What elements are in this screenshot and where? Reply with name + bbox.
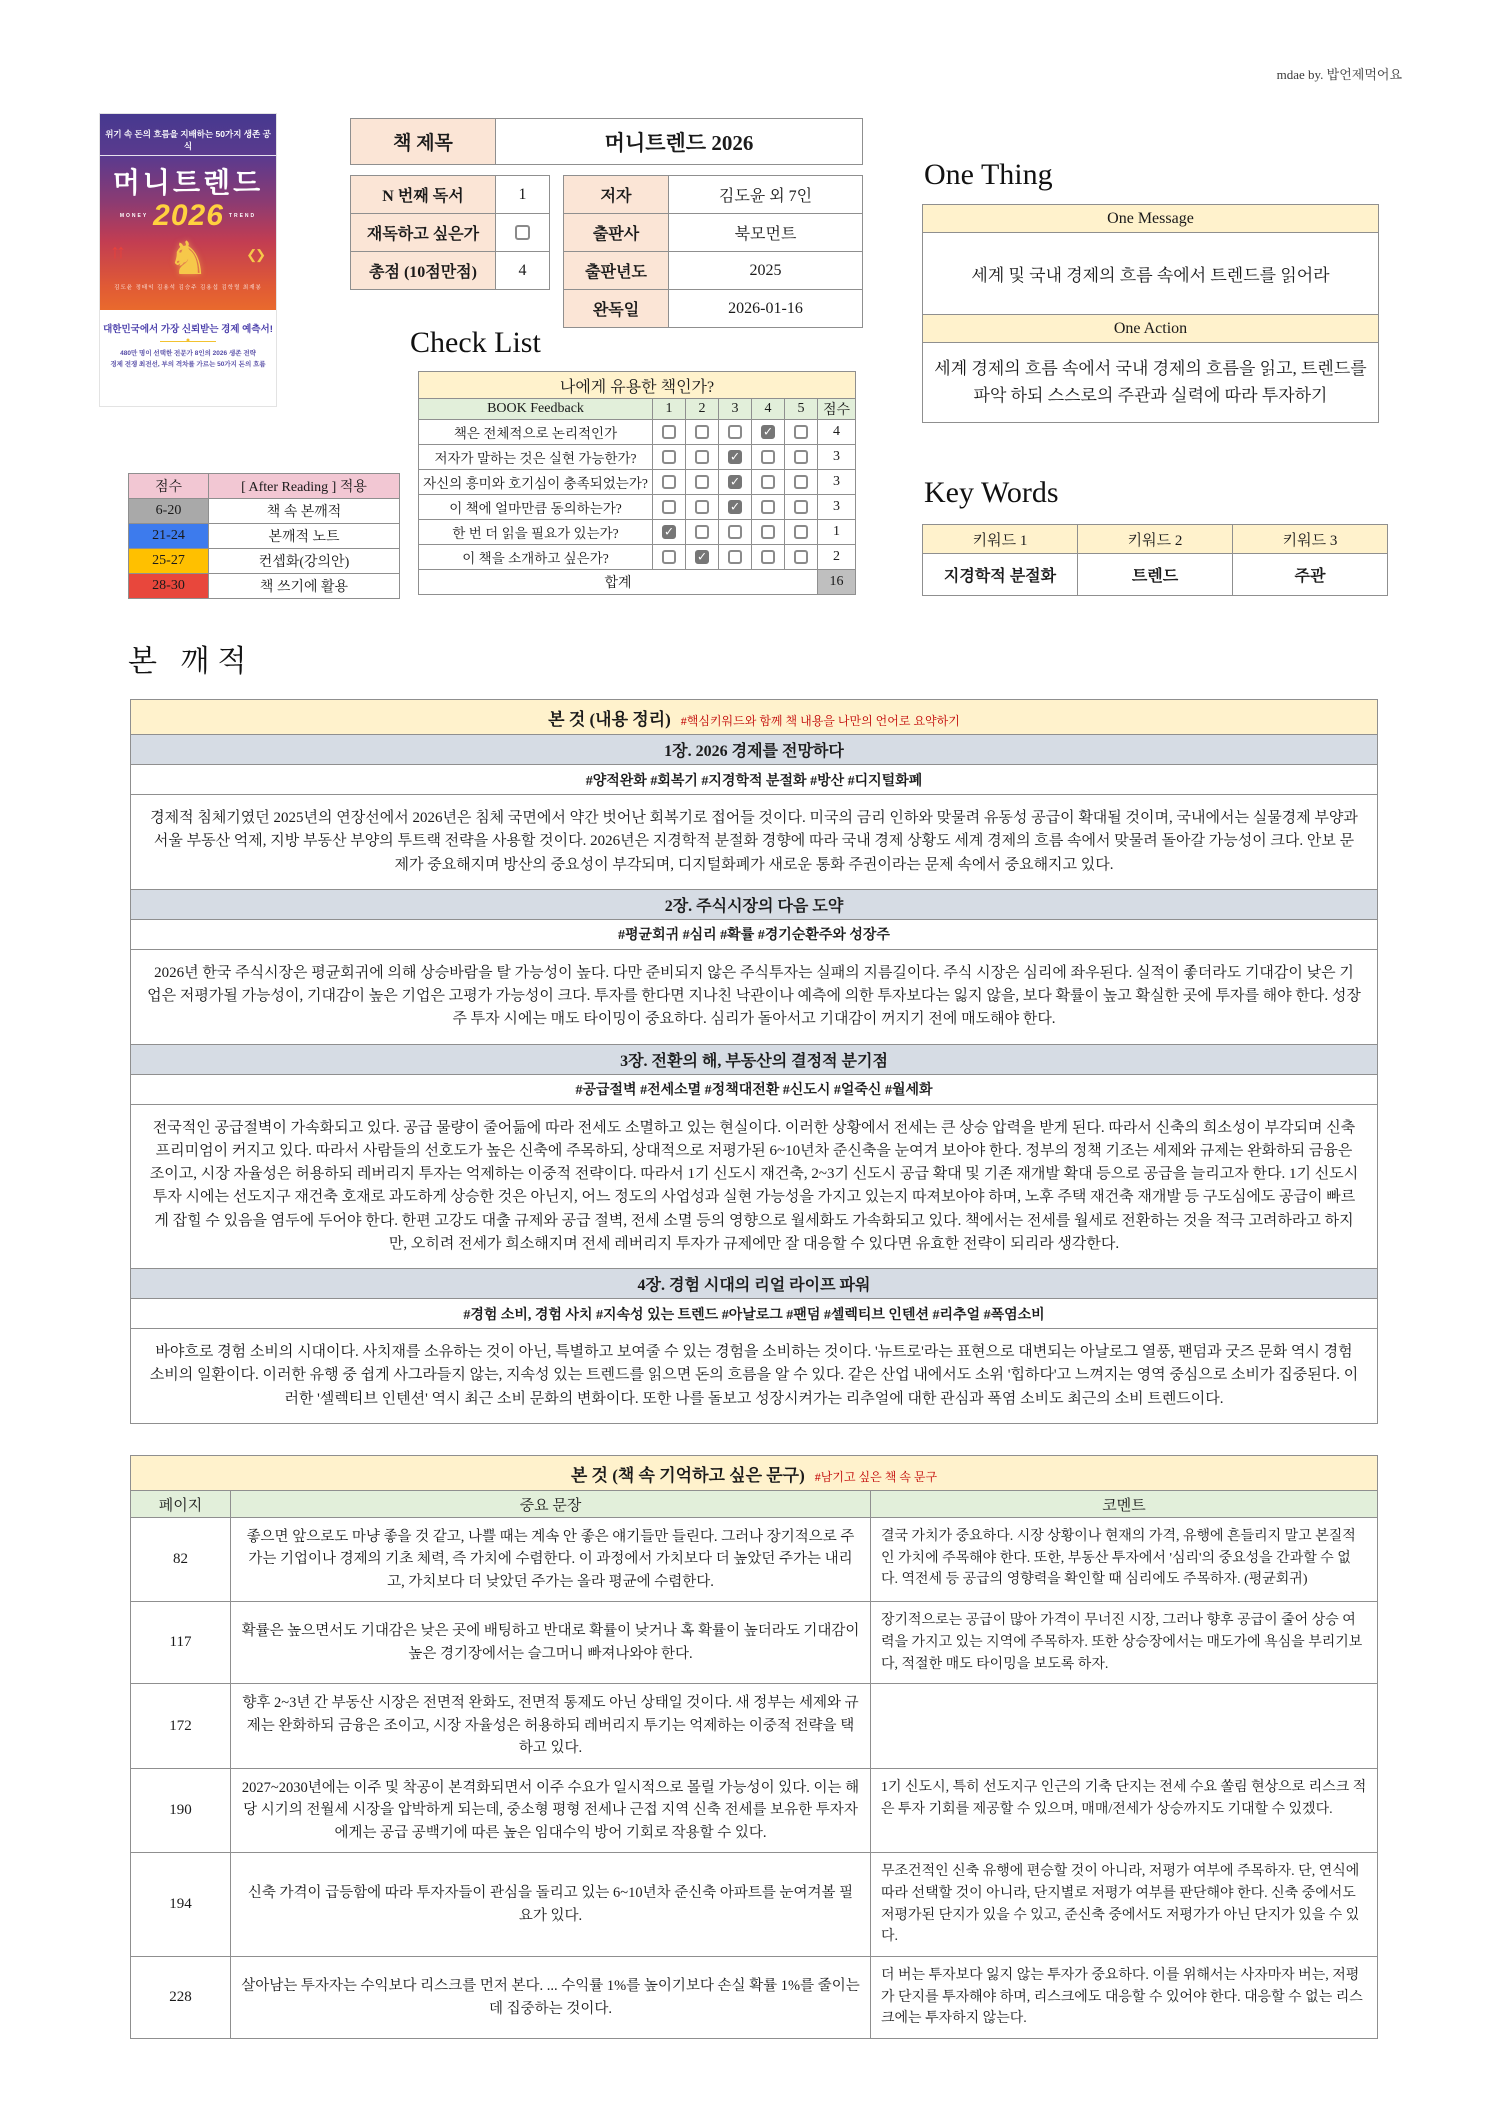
col-2: 2 [686, 399, 719, 420]
one-message-text: 세계 및 국내 경제의 흐름 속에서 트렌드를 읽어라 [923, 233, 1379, 315]
summary-banner-note: #핵심키워드와 함께 책 내용을 나만의 언어로 요약하기 [680, 713, 960, 728]
rating-checkbox[interactable] [728, 525, 742, 539]
cover-title: 머니트렌드 [112, 168, 264, 199]
checklist-row [419, 495, 856, 520]
keyword-2-value: 트렌드 [1078, 554, 1233, 596]
book-title-value: 머니트렌드 2026 [496, 119, 863, 165]
rating-checkbox[interactable] [662, 550, 676, 564]
after-reading-range: 25-27 [129, 549, 209, 574]
total-score: 16 [818, 570, 856, 595]
comment-header: 코멘트 [871, 1491, 1378, 1518]
quote-page: 172 [131, 1684, 231, 1768]
check-list-title: Check List [410, 326, 541, 359]
row-score: 2 [818, 545, 856, 570]
quote-comment: 무조건적인 신축 유행에 편승할 것이 아니라, 저평가 여부에 주목하자. 단, 연식에 따라 선택할 것이 아니라, 단지별로 저평가 여부를 판단해야 한다. 신축 중에서도 저평가된 단지가 있을 수 있고, 준신축 중에서도 저평가가 아닌 단지가 있을 수 있다. [871, 1853, 1378, 1957]
question: 이 책에 얼마만큼 동의하는가? [419, 495, 653, 520]
one-thing-title: One Thing [924, 158, 1053, 191]
checklist-row [419, 445, 856, 470]
key-words-table [922, 524, 1388, 596]
score-header: 점수 [818, 399, 856, 420]
quotes-banner [131, 1456, 1378, 1491]
nth-read-label: N 번째 독서 [351, 176, 496, 214]
quote-page: 194 [131, 1853, 231, 1957]
chart-arrows-icon: ↑↑ [110, 241, 122, 263]
chapter-body: 2026년 한국 주식시장은 평균회귀에 의해 상승바람을 탈 가능성이 높다. 다만 준비되지 않은 주식투자는 실패의 지름길이다. 주식 시장은 심리에 좌우된다. 실적이 좋더라도 기대감이 낮은 기업은 저평가될 가능성이, 기대감이 높은 기업은 고평가 가능성이 크다. 투자를 한다면 지나친 낙관이나 예측에 의한 투자보다는 잃지 않을, 보다 확률이 높고 확실한 곳에 투자를 해야 한다. 성장주 투자 시에는 매도 타이밍이 중요하다. 심리가 돌아서고 기대감이 꺼지기 전에 매도해야 한다. [131, 949, 1378, 1044]
credit-text: mdae by. 밥언제먹어요 [1276, 67, 1402, 82]
after-reading-table [128, 473, 400, 599]
quotes-table [130, 1455, 1378, 2039]
feedback-header: BOOK Feedback [419, 399, 653, 420]
rating-checkbox[interactable] [695, 425, 709, 439]
chapter-body: 경제적 침체기였던 2025년의 연장선에서 2026년은 침체 국면에서 약간 벗어난 회복기로 접어들 것이다. 미국의 금리 인하와 맞물려 유동성 공급이 확대될 것이며, 국내에서는 실물경제 부양과 서울 부동산 억제, 지방 부동산 부양의 투트랙 전략을 사용할 것이다. 2026년은 지경학적 분절화 경향에 따라 국내 경제 상황도 세계 경제의 흐름 속에서 맞물려 돌아갈 가능성이 크다. 안보 문제가 중요해지며 방산의 중요성이 부각되며, 디지털화폐가 새로운 통화 주권이라는 문제 속에서 중요해지고 있다. [131, 795, 1378, 890]
reread-cell [496, 214, 550, 252]
laurel-icon: ❮❯ [246, 247, 264, 262]
row-score: 4 [818, 420, 856, 445]
quote-row [131, 1768, 1378, 1852]
after-reading-label: 컨셉화(강의안) [209, 549, 400, 574]
after-reading-label: 본깨적 노트 [209, 524, 400, 549]
rating-checkbox[interactable] [761, 550, 775, 564]
checklist-banner: 나에게 유용한 책인가? [419, 372, 856, 399]
reread-checkbox[interactable] [515, 225, 530, 240]
cover-authors: 김도윤 정태익 김용석 김승주 김용섭 김학렬 최재봉 [114, 285, 262, 291]
publisher-label: 출판사 [564, 214, 669, 252]
checklist-row [419, 420, 856, 445]
book-cover-footer [100, 310, 276, 406]
rating-checkbox[interactable] [662, 525, 676, 539]
reread-label: 재독하고 싶은가 [351, 214, 496, 252]
quote-sentence: 살아남는 투자자는 수익보다 리스크를 먼저 본다. ... 수익률 1%를 높이기보다 손실 확률 1%를 줄이는 데 집중하는 것이다. [231, 1957, 871, 2039]
rating-checkbox[interactable] [761, 525, 775, 539]
rating-checkbox[interactable] [662, 500, 676, 514]
pub-year-value: 2025 [669, 252, 863, 290]
quote-sentence: 2027~2030년에는 이주 및 착공이 본격화되면서 이주 수요가 일시적으로 몰릴 가능성이 있다. 이는 해당 시기의 전월세 시장을 압박하게 되는데, 중소형 평형 전세나 근접 지역 신축 전세를 보유한 투자자에게는 공급 공백기에 따른 높은 임대수익 방어 기회로 작용할 수 있다. [231, 1768, 871, 1852]
rating-checkbox[interactable] [662, 475, 676, 489]
pub-year-label: 출판년도 [564, 252, 669, 290]
col-3: 3 [719, 399, 752, 420]
after-reading-label: 책 속 본깨적 [209, 499, 400, 524]
one-action-header: One Action [923, 315, 1379, 343]
publisher-value: 북모먼트 [669, 214, 863, 252]
keyword-2-header: 키워드 2 [1078, 525, 1233, 554]
rating-checkbox[interactable] [761, 475, 775, 489]
checklist-row [419, 470, 856, 495]
rating-checkbox[interactable] [695, 500, 709, 514]
quote-row [131, 1518, 1378, 1602]
quote-comment [871, 1684, 1378, 1768]
book-title-table [350, 118, 863, 165]
chapter-heading: 4장. 경험 시대의 리얼 라이프 파워 [131, 1269, 1378, 1299]
total-score-label: 총점 (10점만점) [351, 252, 496, 290]
checklist-row [419, 545, 856, 570]
rating-checkbox[interactable] [695, 450, 709, 464]
quote-page: 82 [131, 1518, 231, 1602]
total-label: 합계 [419, 570, 818, 595]
quote-comment: 더 버는 투자보다 잃지 않는 투자가 중요하다. 이를 위해서는 사자마자 버는, 저평가 단지를 투자해야 하며, 리스크에도 대응할 수 있어야 한다. 대응할 수 없는 리스크에는 투자하지 않는다. [871, 1957, 1378, 2039]
col-5: 5 [785, 399, 818, 420]
keyword-3-header: 키워드 3 [1233, 525, 1388, 554]
quotes-banner-title: 본 것 (책 속 기억하고 싶은 문구) [570, 1465, 805, 1485]
row-score: 3 [818, 445, 856, 470]
row-score: 3 [818, 470, 856, 495]
summary-banner [131, 700, 1378, 735]
quote-comment: 결국 가치가 중요하다. 시장 상황이나 현재의 가격, 유행에 흔들리지 말고 본질적인 가치에 주목해야 한다. 또한, 부동산 투자에서 '심리'의 중요성을 간과할 수 없다. 역전세 등 공급의 영향력을 확인할 때 심리에도 주목하자. (평균회귀) [871, 1518, 1378, 1602]
after-reading-range: 28-30 [129, 574, 209, 599]
quote-row [131, 1602, 1378, 1684]
total-score-value: 4 [496, 252, 550, 290]
quote-row [131, 1684, 1378, 1768]
book-cover [100, 114, 276, 406]
chapter-heading: 3장. 전환의 해, 부동산의 결정적 분기점 [131, 1044, 1378, 1074]
row-score: 1 [818, 520, 856, 545]
quote-row [131, 1957, 1378, 2039]
rating-checkbox[interactable] [761, 500, 775, 514]
rating-checkbox[interactable] [794, 450, 808, 464]
rating-checkbox[interactable] [662, 425, 676, 439]
rating-checkbox[interactable] [794, 500, 808, 514]
ar-apply-header: [ After Reading ] 적용 [209, 474, 400, 499]
one-thing-table [922, 204, 1379, 423]
rating-checkbox[interactable] [728, 475, 742, 489]
col-1: 1 [653, 399, 686, 420]
ar-score-header: 점수 [129, 474, 209, 499]
content-summary-table [130, 699, 1378, 1424]
quote-sentence: 신축 가격이 급등함에 따라 투자자들이 관심을 돌리고 있는 6~10년차 준신축 아파트를 눈여겨볼 필요가 있다. [231, 1853, 871, 1957]
question: 저자가 말하는 것은 실현 가능한가? [419, 445, 653, 470]
sentence-header: 중요 문장 [231, 1491, 871, 1518]
col-4: 4 [752, 399, 785, 420]
rating-checkbox[interactable] [794, 425, 808, 439]
rating-checkbox[interactable] [794, 475, 808, 489]
chapter-tags: #경험 소비, 경험 사치 #지속성 있는 트렌드 #아날로그 #팬덤 #셀렉티브 인텐션 #리추얼 #폭염소비 [131, 1299, 1378, 1329]
quote-comment: 1기 신도시, 특히 선도지구 인근의 기축 단지는 전세 수요 쏠림 현상으로 리스크 적은 투자 기회를 제공할 수 있으며, 매매/전세가 상승까지도 기대할 수 있겠다. [871, 1768, 1378, 1852]
row-score: 3 [818, 495, 856, 520]
checklist-row [419, 520, 856, 545]
quote-sentence: 좋으면 앞으로도 마냥 좋을 것 같고, 나쁠 때는 계속 안 좋은 얘기들만 들린다. 그러나 장기적으로 주가는 기업이나 경제의 기초 체력, 즉 가치에 수렴한다. 이 과정에서 가치보다 더 높았던 주가는 내리고, 가치보다 더 낮았던 주가는 올라 평균에 수렴한다. [231, 1518, 871, 1602]
key-words-title: Key Words [924, 476, 1059, 509]
publication-detail-table [563, 175, 863, 328]
question: 자신의 흥미와 호기심이 충족되었는가? [419, 470, 653, 495]
one-action-text: 세계 경제의 흐름 속에서 국내 경제의 흐름을 읽고, 트렌드를 파악 하되 스스로의 주관과 실력에 따라 투자하기 [923, 343, 1379, 423]
rating-checkbox[interactable] [794, 525, 808, 539]
chapter-body: 전국적인 공급절벽이 가속화되고 있다. 공급 물량이 줄어듦에 따라 전세도 소멸하고 있는 현실이다. 이러한 상황에서 전세는 큰 상승 압력을 받게 된다. 따라서 신축의 희소성이 부각되며 신축 프리미엄이 커지고 있다. 따라서 사람들의 선호도가 높은 신축에 주목하되, 상대적으로 저평가된 6~10년차 준신축을 눈여겨 보아야 한다. 정부의 정책 기조는 세제와 규제는 완화하되 금융은 조이고, 시장 자율성은 허용하되 레버리지 투자는 억제하는 이중적 전략이다. 따라서 1기 신도시 재건축, 2~3기 신도시 공급 확대 및 기존 재개발 확대 등으로 공급을 늘리고자 한다. 1기 신도시 투자 시에는 선도지구 재건축 호재로 과도하게 상승한 것은 아닌지, 어느 정도의 사업성과 실현 가능성을 가지고 있는지 따져보아야 하며, 노후 주택 재건축 재개발 등 구도심에도 공급이 빠르게 잡힐 수 있음을 염두에 두어야 한다. 한편 고강도 대출 규제와 공급 절벽, 전세 소멸 등의 영향으로 월세화도 가속화되고 있다. 책에서는 전세를 월세로 전환하는 것을 적극 고려하라고 하지만, 오히려 전세가 희소해지며 전세 레버리지 투자가 규제에만 잘 대응할 수 있다면 유효한 전략이 되리라 생각한다. [131, 1104, 1378, 1269]
divider [160, 341, 216, 342]
chapter-body: 바야흐로 경험 소비의 시대이다. 사치재를 소유하는 것이 아닌, 특별하고 보여줄 수 있는 경험을 소비하는 것이다. '뉴트로'라는 표현으로 대변되는 아날로그 열풍, 팬덤과 굿즈 문화 역시 경험 소비의 일환이다. 이러한 유행 중 쉽게 사그라들지 않는, 지속성 있는 트렌드를 읽으면 돈의 흐름을 알 수 있다. 같은 산업 내에서도 소위 '힙하다'고 느껴지는 영역 중심으로 소비가 집중된다. 이러한 '셀렉티브 인텐션' 역시 최근 소비 문화의 변화이다. 또한 나를 돌보고 성장시켜가는 리추얼에 대한 관심과 폭염 소비도 최근의 소비 트렌드이다. [131, 1329, 1378, 1424]
quote-comment: 장기적으로는 공급이 많아 가격이 무너진 시장, 그러나 향후 공급이 줄어 상승 여력을 가지고 있는 지역에 주목하자. 또한 상승장에서는 매도가에 욕심을 부리기보다, 적절한 매도 타이밍을 보도록 하자. [871, 1602, 1378, 1684]
author-value: 김도윤 외 7인 [669, 176, 863, 214]
rating-checkbox[interactable] [761, 425, 775, 439]
cover-subline-1: 480만 명이 선택한 전문가 8인의 2026 생존 전략 [120, 350, 256, 357]
cover-subline-2: 경제 전쟁 최전선, 부의 격차를 가르는 50가지 돈의 흐름 [110, 361, 266, 369]
book-cover-art [100, 114, 276, 310]
check-list-table [418, 371, 856, 595]
author-label: 저자 [564, 176, 669, 214]
chapter-tags: #양적완화 #회복기 #지경학적 분절화 #방산 #디지털화폐 [131, 765, 1378, 795]
cover-trend-label: TREND [228, 213, 257, 219]
bonkkaejeok-title: 본 깨적 [128, 645, 255, 678]
chapter-tags: #평균회귀 #심리 #확률 #경기순환주와 성장주 [131, 919, 1378, 949]
after-reading-range: 6-20 [129, 499, 209, 524]
page-header: 페이지 [131, 1491, 231, 1518]
golden-horse-icon: ♞ [167, 232, 209, 284]
question: 한 번 더 읽을 필요가 있는가? [419, 520, 653, 545]
rating-checkbox[interactable] [695, 525, 709, 539]
rating-checkbox[interactable] [794, 550, 808, 564]
keyword-3-value: 주관 [1233, 554, 1388, 596]
rating-checkbox[interactable] [728, 500, 742, 514]
question: 이 책을 소개하고 싶은가? [419, 545, 653, 570]
finish-date-value: 2026-01-16 [669, 290, 863, 328]
rating-checkbox[interactable] [761, 450, 775, 464]
rating-checkbox[interactable] [728, 550, 742, 564]
reading-detail-table [350, 175, 550, 290]
summary-banner-title: 본 것 (내용 정리) [548, 709, 671, 729]
after-reading-range: 21-24 [129, 524, 209, 549]
nth-read-value: 1 [496, 176, 550, 214]
chapter-tags: #공급절벽 #전세소멸 #정책대전환 #신도시 #얼죽신 #월세화 [131, 1074, 1378, 1104]
rating-checkbox[interactable] [728, 450, 742, 464]
chapter-heading: 1장. 2026 경제를 전망하다 [131, 735, 1378, 765]
rating-checkbox[interactable] [728, 425, 742, 439]
cover-money-label: MONEY [119, 213, 149, 219]
quote-page: 228 [131, 1957, 231, 2039]
chapter-heading: 2장. 주식시장의 다음 도약 [131, 889, 1378, 919]
keyword-1-header: 키워드 1 [923, 525, 1078, 554]
cover-banner: 대한민국에서 가장 신뢰받는 경제 예측서! [103, 324, 273, 335]
keyword-1-value: 지경학적 분절화 [923, 554, 1078, 596]
rating-checkbox[interactable] [662, 450, 676, 464]
rating-checkbox[interactable] [695, 475, 709, 489]
quotes-banner-note: #남기고 싶은 책 속 문구 [814, 1469, 938, 1484]
quote-page: 117 [131, 1602, 231, 1684]
quote-sentence: 향후 2~3년 간 부동산 시장은 전면적 완화도, 전면적 통제도 아닌 상태일 것이다. 새 정부는 세제와 규제는 완화하되 금융은 조이고, 시장 자율성은 허용하되 레버리지 투기는 억제하는 이중적 전략을 택하고 있다. [231, 1684, 871, 1768]
one-message-header: One Message [923, 205, 1379, 233]
question: 책은 전체적으로 논리적인가 [419, 420, 653, 445]
cover-tagline: 위기 속 돈의 흐름을 지배하는 50가지 생존 공식 [100, 128, 276, 156]
quote-page: 190 [131, 1768, 231, 1852]
rating-checkbox[interactable] [695, 550, 709, 564]
cover-year: 2026 [153, 199, 224, 232]
book-title-label: 책 제목 [351, 119, 496, 165]
quote-sentence: 확률은 높으면서도 기대감은 낮은 곳에 배팅하고 반대로 확률이 낮거나 혹 확률이 높더라도 기대감이 높은 경기장에서는 슬그머니 빠져나와야 한다. [231, 1602, 871, 1684]
quote-row [131, 1853, 1378, 1957]
finish-date-label: 완독일 [564, 290, 669, 328]
after-reading-label: 책 쓰기에 활용 [209, 574, 400, 599]
